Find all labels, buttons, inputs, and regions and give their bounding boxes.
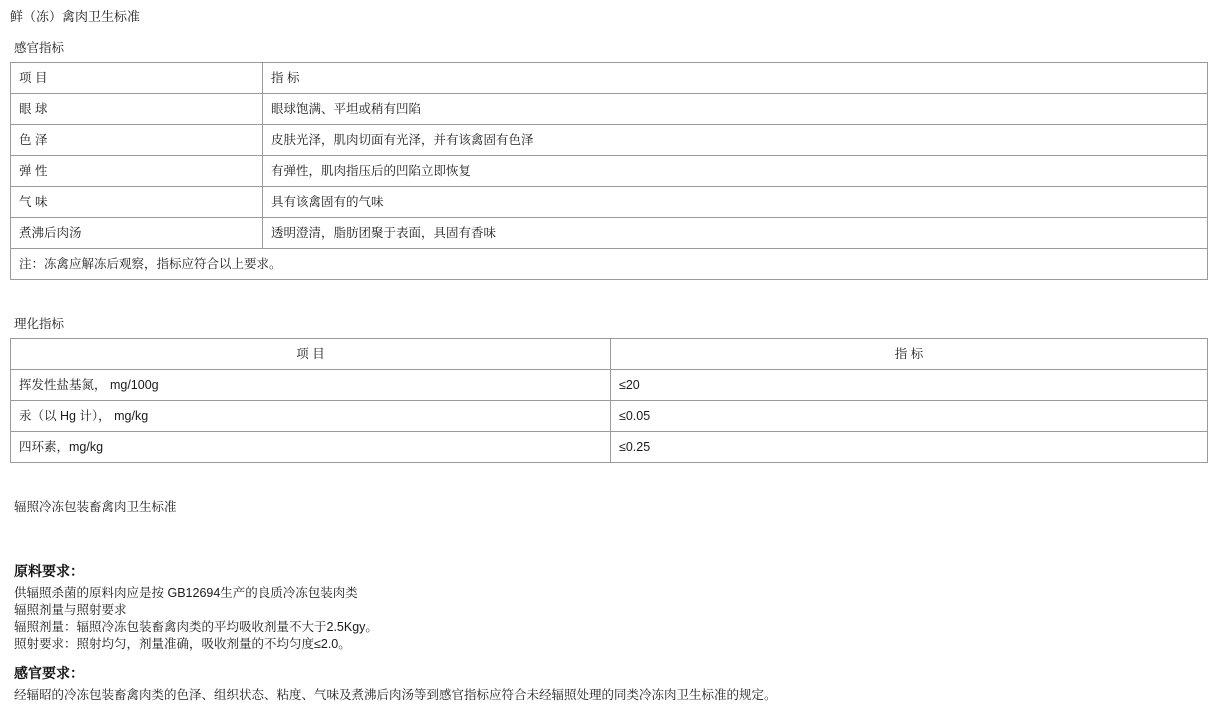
- table-row: [11, 94, 1208, 125]
- spacer: [8, 653, 1206, 663]
- physchem-indicators-table: [10, 338, 1208, 463]
- table-row: [11, 187, 1208, 218]
- table-row: [11, 370, 1208, 401]
- material-requirements-heading: 原料要求：: [14, 563, 84, 579]
- table-note: 注：冻禽应解冻后观察，指标应符合以上要求。: [11, 249, 1208, 280]
- row-item-value: ≤0.05: [611, 401, 1208, 432]
- table-row: [11, 401, 1208, 432]
- table-row: [11, 156, 1208, 187]
- table-row: [11, 125, 1208, 156]
- sensory-requirements-line: 经辐昭的冷冻包装畜禽肉类的色泽、组织状态、粘度、气味及煮沸后肉汤等到感官指标应符合未经辐照处理的同类冷冻肉卫生标准的规定。: [14, 688, 777, 702]
- row-item-value: ≤0.25: [611, 432, 1208, 463]
- sensory-requirements-heading: 感官要求：: [14, 665, 84, 681]
- table-header-row: [11, 63, 1208, 94]
- material-requirements-line: 辐照剂量：辐照冷冻包装畜禽肉类的平均吸收剂量不大于2.5Kgy。: [14, 620, 378, 634]
- table-note-row: [11, 249, 1208, 280]
- row-item-value: ≤20: [611, 370, 1208, 401]
- column-header-item: 项 目: [11, 63, 263, 94]
- column-header-item: 项 目: [11, 339, 611, 370]
- row-item-value: 眼球饱满、平坦或稍有凹陷: [263, 94, 1208, 125]
- row-item-name: 气 味: [11, 187, 263, 218]
- row-item-name: 煮沸后肉汤: [11, 218, 263, 249]
- material-requirements-line: 照射要求：照射均匀，剂量准确，吸收剂量的不均匀度≤2.0。: [14, 637, 351, 651]
- spacer: [8, 463, 1206, 499]
- spacer: [8, 280, 1206, 316]
- row-item-name: 四环素，mg/kg: [11, 432, 611, 463]
- row-item-value: 具有该禽固有的气味: [263, 187, 1208, 218]
- row-item-value: 透明澄清，脂肪团聚于表面，具固有香味: [263, 218, 1208, 249]
- table-header-row: [11, 339, 1208, 370]
- row-item-value: 皮肤光泽，肌肉切面有光泽，并有该禽固有色泽: [263, 125, 1208, 156]
- page-title: 鲜（冻）禽肉卫生标准: [10, 9, 141, 24]
- spacer: [8, 521, 1206, 539]
- row-item-name: 弹 性: [11, 156, 263, 187]
- sensory-section-label: 感官指标: [14, 41, 65, 55]
- row-item-name: 挥发性盐基氮， mg/100g: [11, 370, 611, 401]
- table-row: [11, 218, 1208, 249]
- sensory-indicators-table: [10, 62, 1208, 280]
- row-item-name: 色 泽: [11, 125, 263, 156]
- second-document-title: 辐照冷冻包装畜禽肉卫生标准: [14, 500, 177, 514]
- physchem-section-label: 理化指标: [14, 317, 65, 331]
- material-requirements-line: 供辐照杀菌的原料肉应是按 GB12694生产的良质冷冻包装肉类: [14, 586, 358, 600]
- row-item-value: 有弹性，肌肉指压后的凹陷立即恢复: [263, 156, 1208, 187]
- row-item-name: 眼 球: [11, 94, 263, 125]
- material-requirements-line: 辐照剂量与照射要求: [14, 603, 127, 617]
- column-header-index: 指 标: [611, 339, 1208, 370]
- row-item-name: 汞（以 Hg 计）， mg/kg: [11, 401, 611, 432]
- table-row: [11, 432, 1208, 463]
- column-header-index: 指 标: [263, 63, 1208, 94]
